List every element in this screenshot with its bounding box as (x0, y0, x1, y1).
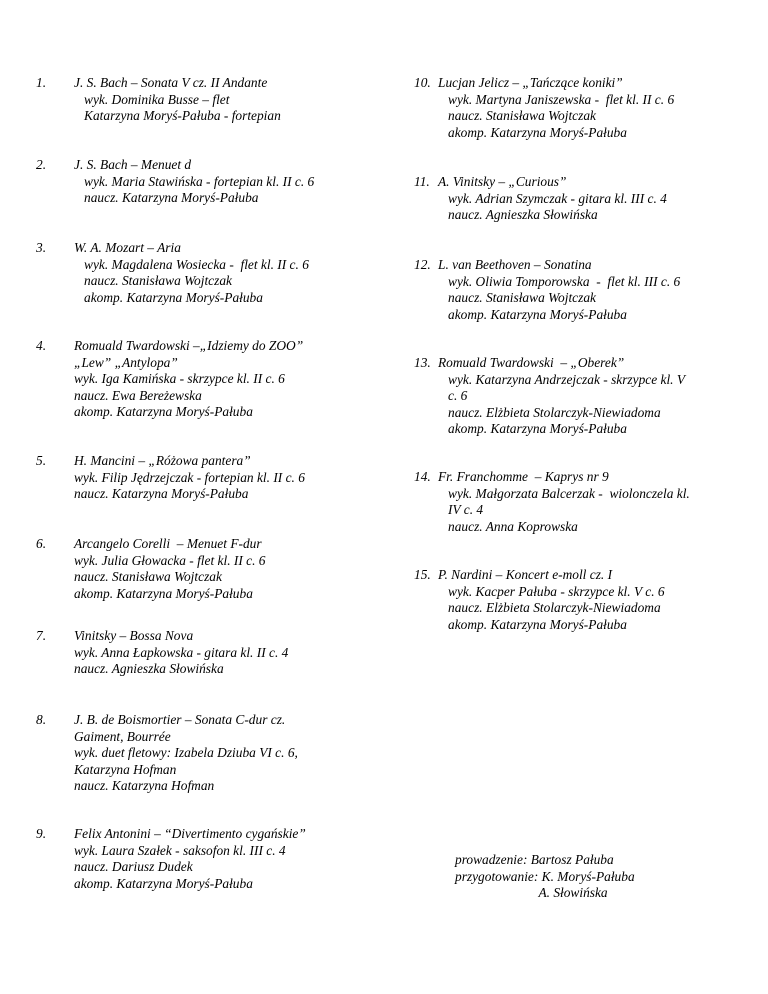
program-item-number: 14. (414, 469, 431, 484)
program-item-number: 15. (414, 567, 431, 582)
program-item-detail: wyk. Małgorzata Balcerzak - wiolonczela kl. (438, 485, 690, 501)
program-item (36, 338, 304, 421)
program-item-title: Arcangelo Corelli – Menuet F-dur (74, 536, 262, 551)
credits-line: prowadzenie: Bartosz Pałuba (455, 852, 614, 867)
program-item-detail: wyk. Julia Głowacka - flet kl. II c. 6 (74, 552, 266, 568)
program-item-detail: akomp. Katarzyna Moryś-Pałuba (74, 585, 253, 601)
program-item-detail: akomp. Katarzyna Moryś-Pałuba (438, 421, 627, 437)
program-item (414, 257, 681, 323)
program-item-detail: wyk. Adrian Szymczak - gitara kl. III c. 4 (438, 190, 667, 206)
program-item-detail: naucz. Anna Koprowska (438, 518, 578, 534)
program-item-detail: naucz. Katarzyna Moryś-Pałuba (74, 486, 249, 502)
program-item-detail: wyk. Magdalena Wosiecka - flet kl. II c. 6 (74, 256, 309, 272)
program-item-title: P. Nardini – Koncert e-moll cz. I (438, 567, 613, 582)
program-item-number: 12. (414, 257, 431, 272)
credits-line: A. Słowińska (455, 885, 608, 901)
program-item-detail: wyk. Anna Łapkowska - gitara kl. II c. 4 (74, 644, 289, 660)
program-item (36, 536, 266, 602)
program-item-title: Lucjan Jelicz – „Tańczące koniki” (438, 75, 623, 90)
program-item-detail: wyk. Katarzyna Andrzejczak - skrzypce kl. V (438, 371, 686, 387)
program-item-number: 13. (414, 355, 431, 370)
program-item-detail: akomp. Katarzyna Moryś-Pałuba (438, 616, 627, 632)
program-item-detail: naucz. Elżbieta Stolarczyk-Niewiadoma (438, 600, 661, 616)
program-item-title: Vinitsky – Bossa Nova (74, 628, 194, 643)
program-item-detail: wyk. Kacper Pałuba - skrzypce kl. V c. 6 (438, 583, 665, 599)
program-item-title: Romuald Twardowski – „Oberek” (438, 355, 625, 370)
program-item-title: W. A. Mozart – Aria (74, 240, 181, 255)
credits-line: przygotowanie: K. Moryś-Pałuba (455, 868, 635, 884)
program-item-detail: Katarzyna Hofman (74, 761, 177, 777)
program-item-title: J. S. Bach – Sonata V cz. II Andante (74, 75, 268, 90)
program-item-detail: akomp. Katarzyna Moryś-Pałuba (74, 404, 253, 420)
program-item-detail: Katarzyna Moryś-Pałuba - fortepian (74, 108, 281, 124)
program-item (414, 355, 686, 438)
program-item-title: Fr. Franchomme – Kaprys nr 9 (438, 469, 609, 484)
program-item-detail: naucz. Stanisława Wojtczak (438, 108, 596, 124)
program-item-detail: naucz. Agnieszka Słowińska (74, 661, 224, 677)
program-item (36, 75, 281, 125)
program-item-detail: naucz. Stanisława Wojtczak (74, 273, 232, 289)
program-item-detail: naucz. Katarzyna Hofman (74, 778, 215, 794)
program-item-number: 9. (36, 826, 47, 841)
program-item (36, 240, 309, 306)
program-item-number: 3. (36, 240, 47, 255)
program-item-detail: wyk. Martyna Janiszewska - flet kl. II c. 6 (438, 91, 675, 107)
program-item-number: 8. (36, 712, 47, 727)
program-item-detail: naucz. Elżbieta Stolarczyk-Niewiadoma (438, 404, 661, 420)
program-item-detail: naucz. Stanisława Wojtczak (74, 569, 222, 585)
program-item-detail: naucz. Agnieszka Słowińska (438, 207, 598, 223)
program-item-detail: naucz. Ewa Bereżewska (74, 387, 202, 403)
program-item (414, 75, 675, 141)
program-item (36, 826, 306, 892)
program-item-detail: wyk. duet fletowy: Izabela Dziuba VI c. 6, (74, 745, 298, 761)
program-item-detail: wyk. Maria Stawińska - fortepian kl. II c. 6 (74, 173, 315, 189)
program-item-title: Felix Antonini – “Divertimento cygańskie” (74, 826, 306, 841)
program-item-number: 5. (36, 453, 47, 468)
program-item (36, 628, 289, 678)
program-item-number: 6. (36, 536, 47, 551)
program-item-detail: wyk. Filip Jędrzejczak - fortepian kl. II c. 6 (74, 469, 305, 485)
program-item-detail: akomp. Katarzyna Moryś-Pałuba (74, 875, 253, 891)
program-item (36, 453, 305, 503)
program-item-detail: IV c. 4 (438, 502, 484, 518)
program-item-number: 11. (414, 174, 430, 189)
program-item-title: L. van Beethoven – Sonatina (438, 257, 592, 272)
program-item-detail: naucz. Katarzyna Moryś-Pałuba (74, 190, 259, 206)
program-item-detail: akomp. Katarzyna Moryś-Pałuba (438, 306, 627, 322)
program-item (414, 469, 690, 535)
program-item-detail: „Lew” „Antylopa” (74, 354, 178, 370)
program-item-number: 1. (36, 75, 47, 90)
program-item-title: Romuald Twardowski –„Idziemy do ZOO” (74, 338, 304, 353)
program-item-detail: naucz. Stanisława Wojtczak (438, 290, 596, 306)
program-item (414, 174, 667, 224)
program-item-detail: wyk. Dominika Busse – flet (74, 91, 230, 107)
program-item-title: J. S. Bach – Menuet d (74, 157, 192, 172)
program-item (414, 567, 665, 633)
program-item-title: A. Vinitsky – „Curious” (438, 174, 567, 189)
program-item (36, 712, 298, 795)
program-item-detail: wyk. Oliwia Tomporowska - flet kl. III c. 6 (438, 273, 681, 289)
program-item-detail: naucz. Dariusz Dudek (74, 859, 193, 875)
program-item-detail: wyk. Iga Kamińska - skrzypce kl. II c. 6 (74, 371, 285, 387)
program-item (36, 157, 315, 207)
program-item-number: 4. (36, 338, 47, 353)
program-item-number: 2. (36, 157, 47, 172)
program-item-title: H. Mancini – „Różowa pantera” (74, 453, 251, 468)
program-item-detail: akomp. Katarzyna Moryś-Pałuba (74, 289, 263, 305)
program-item-number: 10. (414, 75, 431, 90)
program-item-detail: akomp. Katarzyna Moryś-Pałuba (438, 124, 627, 140)
program-item-title: J. B. de Boismortier – Sonata C-dur cz. (74, 712, 286, 727)
program-item-detail: wyk. Laura Szałek - saksofon kl. III c. 4 (74, 842, 286, 858)
credits-block (455, 852, 635, 902)
program-item-detail: Gaiment, Bourrée (74, 728, 171, 744)
program-item-detail: c. 6 (438, 388, 468, 404)
program-item-number: 7. (36, 628, 47, 643)
